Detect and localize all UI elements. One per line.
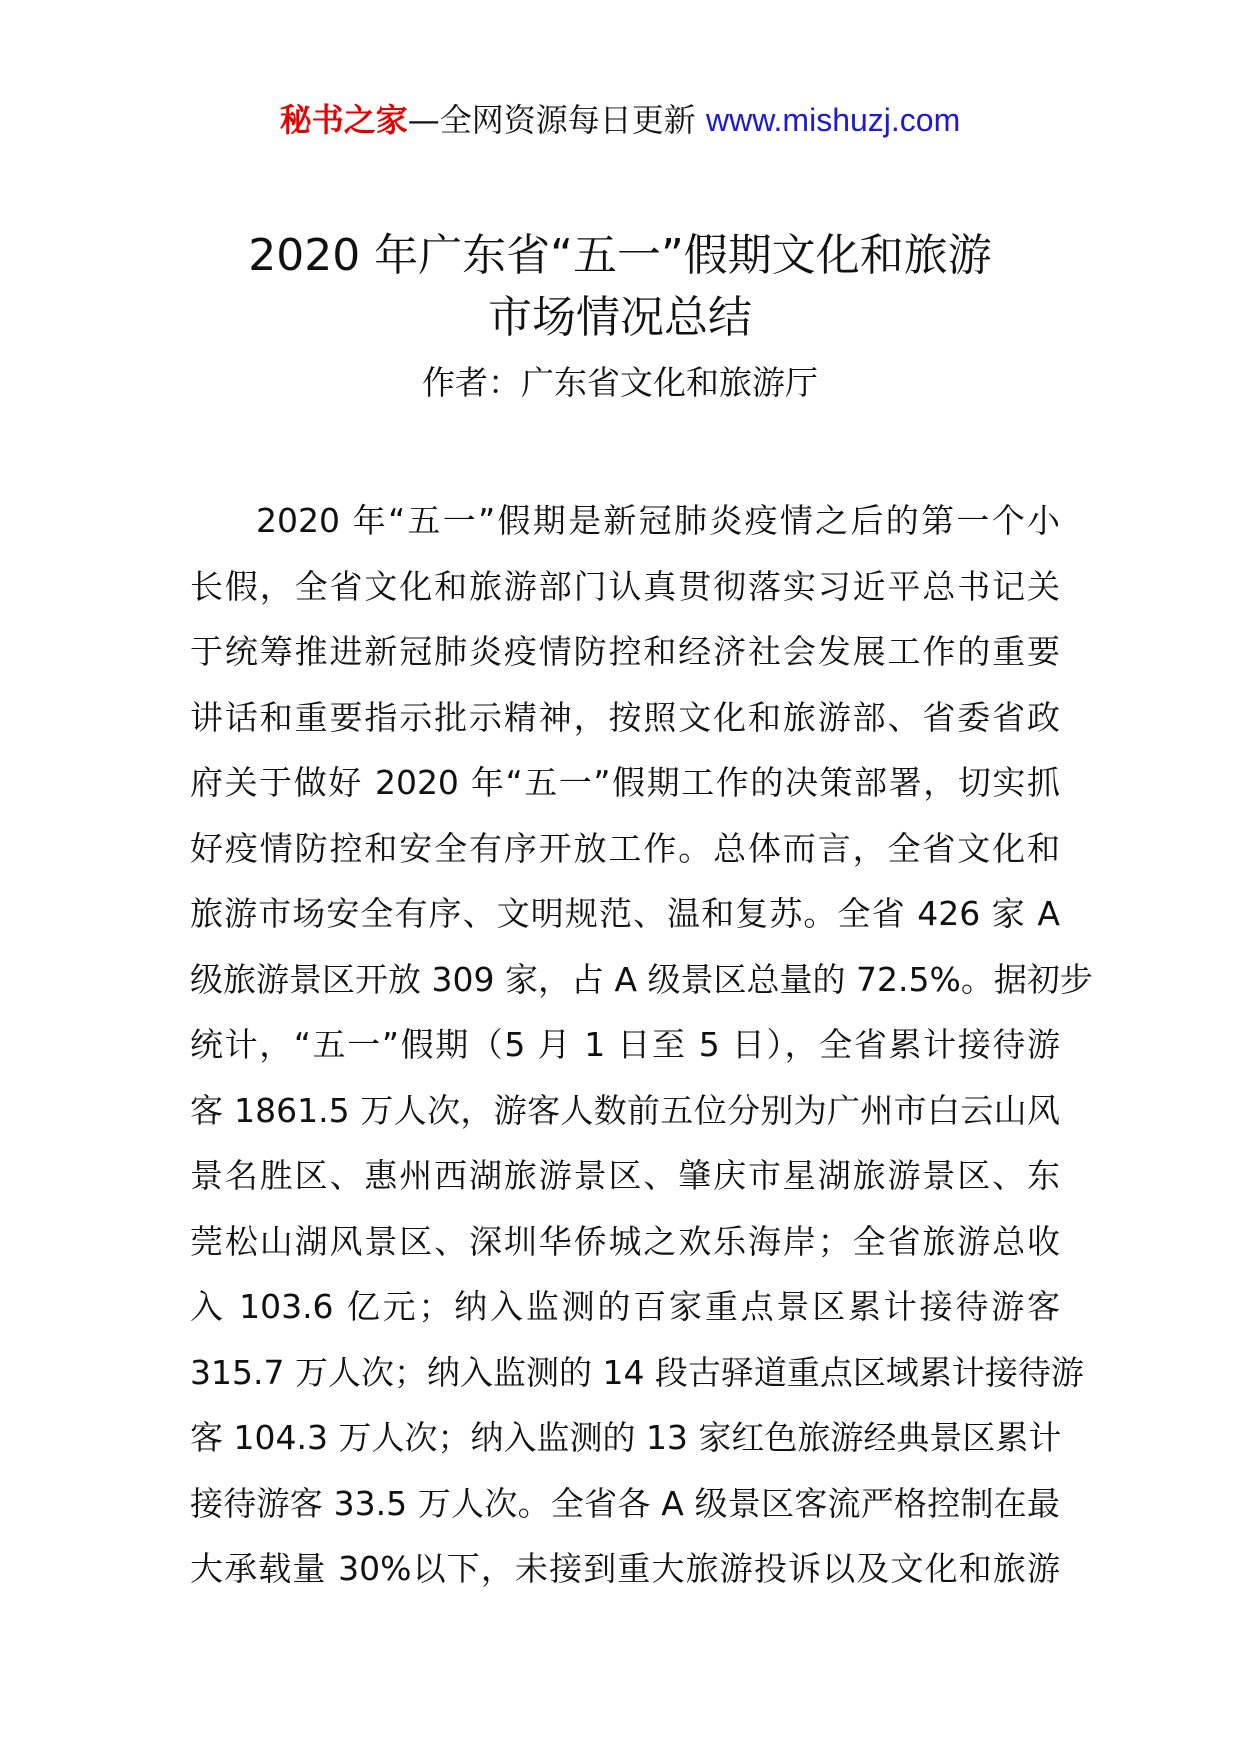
body-line: 于统筹推进新冠肺炎疫情防控和经济社会发展工作的重要: [190, 632, 1060, 671]
body-line: 统计，“五一”假期（5 月 1 日至 5 日），全省累计接待游: [190, 1025, 1060, 1064]
body-line: 客 104.3 万人次；纳入监测的 13 家红色旅游经典景区累计: [190, 1418, 1062, 1457]
body-line: 大承载量 30%以下，未接到重大旅游投诉以及文化和旅游: [190, 1549, 1060, 1588]
body-line: 旅游市场安全有序、文明规范、温和复苏。全省 426 家 A: [190, 894, 1060, 933]
title-line-1: 2020 年广东省“五一”假期文化和旅游: [248, 230, 992, 281]
body-line: 讲话和重要指示批示精神，按照文化和旅游部、省委省政: [190, 697, 1060, 737]
body-line: 莞松山湖风景区、深圳华侨城之欢乐海岸；全省旅游总收: [190, 1221, 1060, 1261]
document-title: [0, 225, 1240, 349]
header-tagline: —全网资源每日更新: [407, 101, 696, 139]
brand-name: 秘书之家: [279, 101, 408, 139]
body-line: 府关于做好 2020 年“五一”假期工作的决策部署，切实抓: [190, 763, 1060, 802]
site-url-link[interactable]: www.mishuzj.com: [705, 102, 961, 138]
body-line: 客 1861.5 万人次，游客人数前五位分别为广州市白云山风: [190, 1090, 1060, 1130]
body-line: 好疫情防控和安全有序开放工作。总体而言，全省文化和: [190, 828, 1060, 868]
body-line: 315.7 万人次；纳入监测的 14 段古驿道重点区域累计接待游: [190, 1352, 1084, 1392]
body-line: 级旅游景区开放 309 家，占 A 级景区总量的 72.5%。据初步: [190, 959, 1093, 999]
body-line: 景名胜区、惠州西湖旅游景区、肇庆市星湖旅游景区、东: [190, 1156, 1060, 1195]
body-line: 长假，全省文化和旅游部门认真贯彻落实习近平总书记关: [190, 566, 1060, 606]
body-line: 接待游客 33.5 万人次。全省各 A 级景区客流严格控制在最: [190, 1483, 1060, 1523]
body-line: 入 103.6 亿元；纳入监测的百家重点景区累计接待游客: [190, 1287, 1060, 1326]
site-header: [0, 98, 1240, 142]
title-line-2: 市场情况总结: [488, 292, 752, 343]
author-line: 作者：广东省文化和旅游厅: [422, 363, 818, 402]
body-line: 2020 年“五一”假期是新冠肺炎疫情之后的第一个小: [256, 501, 1060, 540]
body-paragraph: [190, 488, 1093, 1602]
